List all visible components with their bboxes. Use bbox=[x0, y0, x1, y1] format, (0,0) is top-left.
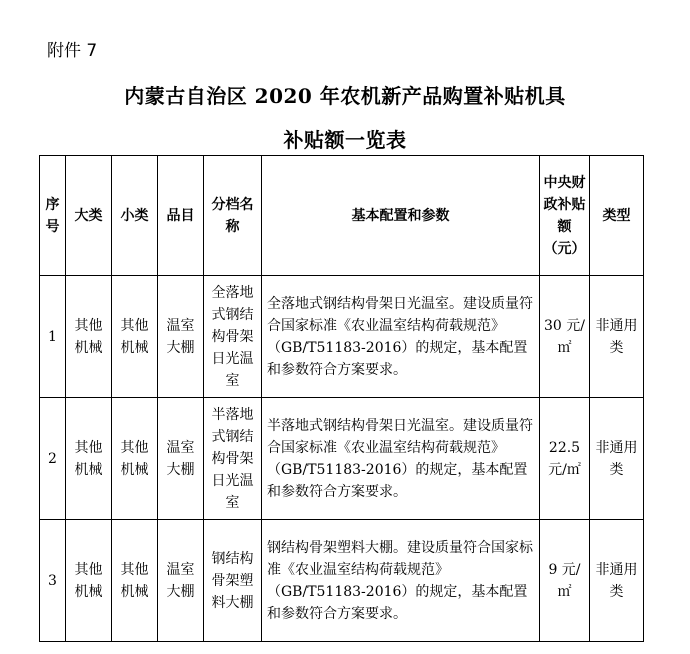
header-subsidy: 中央财政补贴额（元） bbox=[540, 156, 590, 276]
header-grade-name: 分档名称 bbox=[204, 156, 262, 276]
cell-grade-name: 半落地式钢结构骨架日光温室 bbox=[204, 398, 262, 520]
cell-type: 非通用类 bbox=[590, 520, 644, 642]
cell-seq: 2 bbox=[40, 398, 66, 520]
cell-grade-name: 钢结构骨架塑料大棚 bbox=[204, 520, 262, 642]
cell-category: 其他机械 bbox=[66, 276, 112, 398]
cell-item: 温室大棚 bbox=[158, 520, 204, 642]
table-row bbox=[40, 398, 644, 520]
cell-subsidy: 30 元/㎡ bbox=[540, 276, 590, 398]
cell-category: 其他机械 bbox=[66, 520, 112, 642]
cell-config: 全落地式钢结构骨架日光温室。建设质量符合国家标准《农业温室结构荷载规范》（GB/T51183-2016）的规定，基本配置和参数符合方案要求。 bbox=[262, 276, 540, 398]
header-config: 基本配置和参数 bbox=[262, 156, 540, 276]
header-item: 品目 bbox=[158, 156, 204, 276]
table-header-row bbox=[40, 156, 644, 276]
table-row bbox=[40, 520, 644, 642]
header-seq: 序号 bbox=[40, 156, 66, 276]
attachment-label: 附件 7 bbox=[47, 41, 98, 61]
cell-subcategory: 其他机械 bbox=[112, 276, 158, 398]
cell-item: 温室大棚 bbox=[158, 398, 204, 520]
subsidy-table bbox=[39, 155, 644, 642]
cell-type: 非通用类 bbox=[590, 398, 644, 520]
header-type: 类型 bbox=[590, 156, 644, 276]
cell-item: 温室大棚 bbox=[158, 276, 204, 398]
cell-subsidy: 9 元/㎡ bbox=[540, 520, 590, 642]
cell-subcategory: 其他机械 bbox=[112, 398, 158, 520]
cell-subcategory: 其他机械 bbox=[112, 520, 158, 642]
header-category: 大类 bbox=[66, 156, 112, 276]
cell-grade-name: 全落地式钢结构骨架日光温室 bbox=[204, 276, 262, 398]
cell-config: 钢结构骨架塑料大棚。建设质量符合国家标准《农业温室结构荷载规范》（GB/T51183-2016）的规定，基本配置和参数符合方案要求。 bbox=[262, 520, 540, 642]
cell-category: 其他机械 bbox=[66, 398, 112, 520]
cell-config: 半落地式钢结构骨架日光温室。建设质量符合国家标准《农业温室结构荷载规范》（GB/T51183-2016）的规定，基本配置和参数符合方案要求。 bbox=[262, 398, 540, 520]
cell-seq: 3 bbox=[40, 520, 66, 642]
cell-type: 非通用类 bbox=[590, 276, 644, 398]
cell-seq: 1 bbox=[40, 276, 66, 398]
header-subcategory: 小类 bbox=[112, 156, 158, 276]
table-row bbox=[40, 276, 644, 398]
document-subtitle: 补贴额一览表 bbox=[283, 128, 407, 152]
cell-subsidy: 22.5 元/㎡ bbox=[540, 398, 590, 520]
document-title: 内蒙古自治区 2020 年农机新产品购置补贴机具 bbox=[124, 84, 566, 108]
